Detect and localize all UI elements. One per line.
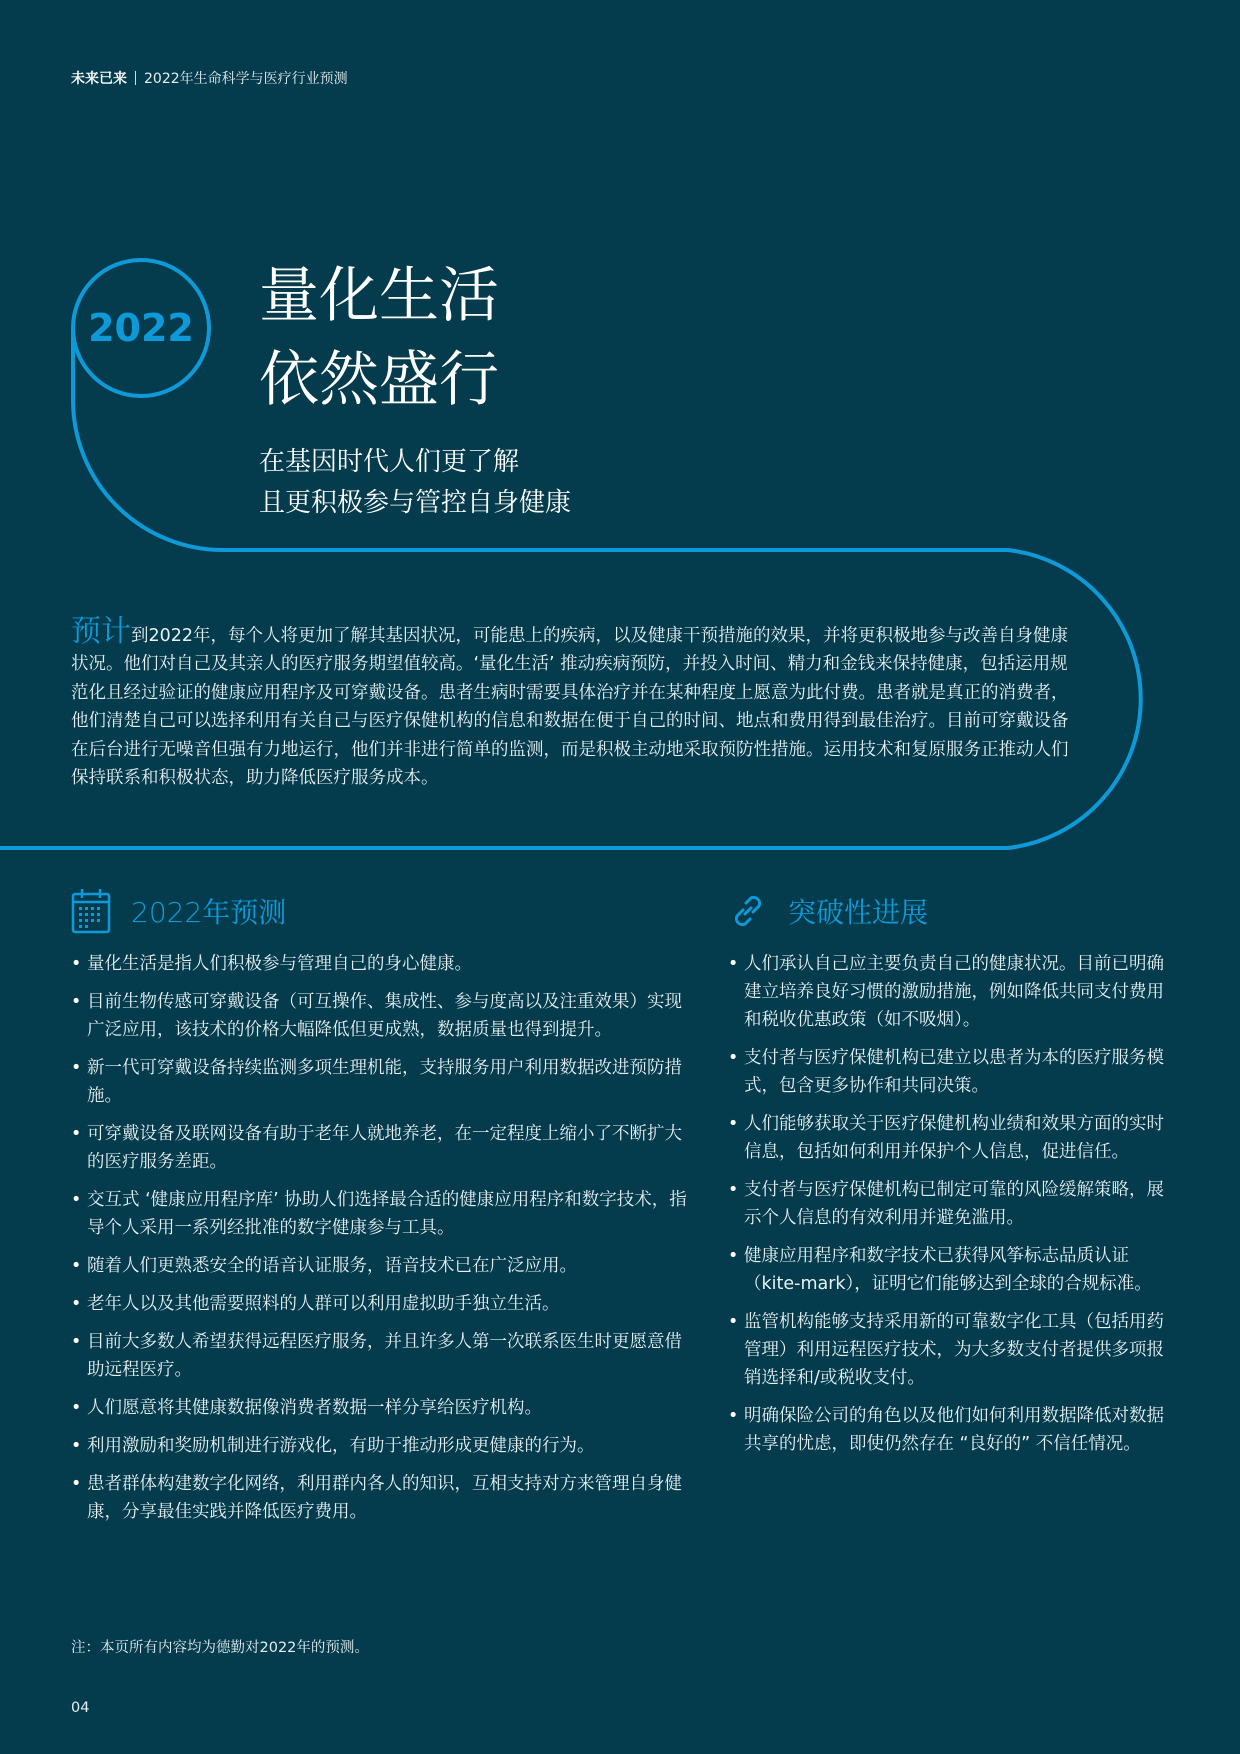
list-item: • 健康应用程序和数字技术已获得风筝标志品质认证（kite-mark），证明它们能够达到全球的合规标准。 [728, 1242, 1168, 1298]
breakthroughs-title: 突破性进展 [788, 896, 929, 929]
list-item: • 新一代可穿戴设备持续监测多项生理机能，支持服务用户利用数据改进预防措施。 [71, 1054, 696, 1110]
footnote: 注：本页所有内容均为德勤对2022年的预测。 [71, 1640, 369, 1656]
intro-text: 到2022年，每个人将更加了解其基因状况，可能患上的疾病，以及健康干预措施的效果，并将更积极地参与改善自身健康状况。他们对自己及其亲人的医疗服务期望值较高。‘量化生活’ 推动疾病预防，并投入时间、精力和金钱来保持健康，包括运用规范化且经过验证的健康应用程序及可穿戴设备。患者生病时需要具体治疗并在某种程度上愿意为此付费。患者就是真正的消费者，他们清楚自己可以选择利用有关自己与医疗保健机构的信息和数据在便于自己的时间、地点和费用得到最佳治疗。目前可穿戴设备在后台进行无噪音但强有力地运行，他们并非进行简单的监测，而是积极主动地采取预防性措施。运用技术和复原服务正推动人们保持联系和积极状态，助力降低医疗服务成本。 [71, 625, 1069, 788]
page-title [259, 254, 499, 422]
list-item: • 支付者与医疗保健机构已建立以患者为本的医疗服务模式，包含更多协作和共同决策。 [728, 1044, 1168, 1100]
header-divider [135, 71, 136, 85]
calendar-icon [71, 888, 113, 934]
list-item: • 支付者与医疗保健机构已制定可靠的风险缓解策略，展示个人信息的有效利用并避免滥用。 [728, 1176, 1168, 1232]
page-number: 04 [71, 1700, 90, 1716]
intro-paragraph [71, 613, 1076, 793]
list-item: • 随着人们更熟悉安全的语音认证服务，语音技术已在广泛应用。 [71, 1252, 696, 1280]
page-subtitle-line: 且更积极参与管控自身健康 [259, 488, 572, 518]
list-item: • 目前生物传感可穿戴设备（可互操作、集成性、参与度高以及注重效果）实现广泛应用，该技术的价格大幅降低但更成熟，数据质量也得到提升。 [71, 988, 696, 1044]
page-subtitle-line: 在基因时代人们更了解 [259, 447, 520, 477]
breakthroughs-list [728, 950, 1168, 1458]
list-item: • 目前大多数人希望获得远程医疗服务，并且许多人第一次联系医生时更愿意借助远程医疗。 [71, 1328, 696, 1384]
list-item: • 可穿戴设备及联网设备有助于老年人就地养老，在一定程度上缩小了不断扩大的医疗服务差距。 [71, 1120, 696, 1176]
header-subtitle: 2022年生命科学与医疗行业预测 [144, 71, 348, 87]
page-title-line: 依然盛行 [259, 345, 499, 415]
predictions-header [71, 888, 696, 934]
intro-lead-word: 预计 [71, 613, 131, 649]
list-item: • 利用激励和奖励机制进行游戏化，有助于推动形成更健康的行为。 [71, 1432, 696, 1460]
predictions-title: 2022年预测 [131, 896, 287, 929]
list-item: • 老年人以及其他需要照料的人群可以利用虚拟助手独立生活。 [71, 1290, 696, 1318]
list-item: • 人们愿意将其健康数据像消费者数据一样分享给医疗机构。 [71, 1394, 696, 1422]
header-brand: 未来已来 [71, 71, 127, 87]
page-title-line: 量化生活 [259, 261, 499, 331]
predictions-section [71, 888, 696, 1536]
list-item: • 明确保险公司的角色以及他们如何利用数据降低对数据共享的忧虑，即使仍然存在 “良好的” 不信任情况。 [728, 1402, 1168, 1458]
list-item: • 监管机构能够支持采用新的可靠数字化工具（包括用药管理）利用远程医疗技术，为大多数支付者提供多项报销选择和/或税收支付。 [728, 1308, 1168, 1392]
list-item: • 人们能够获取关于医疗保健机构业绩和效果方面的实时信息，包括如何利用并保护个人信息，促进信任。 [728, 1110, 1168, 1166]
breakthroughs-section [728, 888, 1168, 1468]
list-item: • 患者群体构建数字化网络，利用群内各人的知识，互相支持对方来管理自身健康，分享最佳实践并降低医疗费用。 [71, 1470, 696, 1526]
link-icon [728, 888, 770, 934]
year-badge: 2022 [88, 306, 194, 350]
running-header [71, 68, 348, 88]
page-subtitle [259, 442, 571, 524]
list-item: • 量化生活是指人们积极参与管理自己的身心健康。 [71, 950, 696, 978]
predictions-list [71, 950, 696, 1526]
list-item: • 交互式 ‘健康应用程序库’ 协助人们选择最合适的健康应用程序和数字技术，指导个人采用一系列经批准的数字健康参与工具。 [71, 1186, 696, 1242]
list-item: • 人们承认自己应主要负责自己的健康状况。目前已明确建立培养良好习惯的激励措施，例如降低共同支付费用和税收优惠政策（如不吸烟）。 [728, 950, 1168, 1034]
breakthroughs-header [728, 888, 1168, 934]
